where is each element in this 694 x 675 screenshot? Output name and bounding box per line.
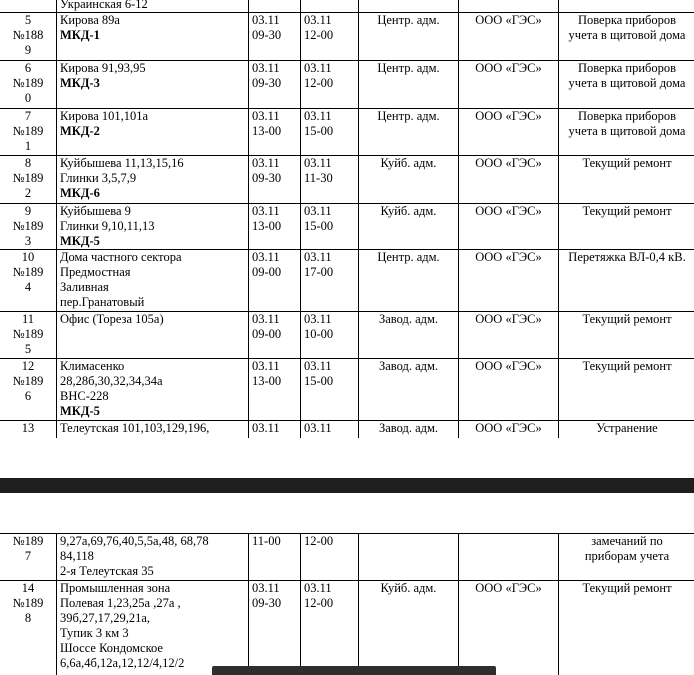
work-type-cell: [559, 250, 694, 312]
cell-line: приборам учета: [584, 549, 670, 563]
address-cell: [57, 312, 249, 359]
row-number-cell: [0, 359, 57, 421]
cell-line: 14: [21, 581, 35, 595]
organization-cell: ООО «ГЭС»: [459, 13, 559, 61]
cell-line: 12-00: [304, 28, 334, 42]
start-time-cell: [249, 109, 301, 156]
cell-line: 09-30: [252, 76, 282, 90]
cell-line: 03.11: [252, 109, 280, 123]
cell-line: 03.11: [252, 250, 280, 264]
table-row: [0, 359, 694, 421]
row-number-cell: [0, 312, 57, 359]
horizontal-scrollbar-thumb[interactable]: [212, 666, 496, 675]
cell-line: 5: [24, 13, 32, 27]
cell-line: 03.11: [252, 13, 280, 27]
start-time-cell: [249, 204, 301, 250]
district-cell: Центр. адм.: [359, 250, 459, 312]
cell-line: Офис (Тореза 105а): [60, 312, 164, 326]
cell-line: 28,28б,30,32,34,34а: [60, 374, 163, 388]
cell-line: Куйбышева 11,13,15,16: [60, 156, 184, 170]
start-time-cell: [249, 156, 301, 204]
table-row: [0, 421, 694, 439]
row-number-cell: [0, 0, 57, 13]
cell-line: 9,27а,69,76,40,5,5а,48, 68,78: [60, 534, 209, 548]
cell-line: 03.11: [252, 359, 280, 373]
organization-cell: ООО «ГЭС»: [459, 312, 559, 359]
district-cell: Центр. адм.: [359, 61, 459, 109]
start-time-cell: [249, 0, 301, 13]
cell-line: №189: [12, 327, 44, 341]
cell-line: 10-00: [304, 327, 334, 341]
cell-line: Текущий ремонт: [582, 204, 672, 218]
start-time-cell: [249, 312, 301, 359]
start-time-cell: [249, 534, 301, 581]
cell-line: 03.11: [304, 109, 332, 123]
table-row: [0, 61, 694, 109]
district-cell: Завод. адм.: [359, 312, 459, 359]
cell-line: Перетяжка ВЛ-0,4 кВ.: [568, 250, 686, 264]
cell-line: Климасенко: [60, 359, 125, 373]
cell-line: 39б,27,17,29,21а,: [60, 611, 151, 625]
table-row: [0, 312, 694, 359]
cell-line: Текущий ремонт: [582, 312, 672, 326]
district-cell: Куйб. адм.: [359, 204, 459, 250]
cell-line: 84,118: [60, 549, 94, 563]
cell-line: Куйбышева 9: [60, 204, 131, 218]
start-time-cell: [249, 581, 301, 675]
document-page-bottom: [0, 493, 694, 675]
cell-line: МКД-1: [60, 28, 100, 42]
cell-line: МКД-5: [60, 404, 100, 418]
page-separator: [0, 478, 694, 493]
cell-line: 13-00: [252, 374, 282, 388]
address-cell: [57, 534, 249, 581]
cell-line: 6,6а,4б,12а,12,12/4,12/2: [60, 656, 185, 670]
table-row: [0, 204, 694, 250]
district-cell: Центр. адм.: [359, 13, 459, 61]
cell-line: ВНС-228: [60, 389, 109, 403]
cell-line: Шоссе Кондомское: [60, 641, 163, 655]
cell-line: МКД-2: [60, 124, 100, 138]
work-type-cell: [559, 13, 694, 61]
end-time-cell: [301, 13, 359, 61]
cell-line: 10: [21, 250, 35, 264]
cell-line: 7: [24, 109, 32, 123]
row-number-cell: [0, 421, 57, 439]
cell-line: Полевая 1,23,25а ,27а ,: [60, 596, 181, 610]
address-cell: [57, 156, 249, 204]
work-type-cell: [559, 534, 694, 581]
organization-cell: ООО «ГЭС»: [459, 250, 559, 312]
district-cell: Куйб. адм.: [359, 156, 459, 204]
table-row: [0, 250, 694, 312]
cell-line: 03.11: [304, 61, 332, 75]
start-time-cell: [249, 13, 301, 61]
cell-line: Предмостная: [60, 265, 131, 279]
district-cell: Куйб. адм.: [359, 581, 459, 675]
end-time-cell: [301, 421, 359, 439]
end-time-cell: [301, 581, 359, 675]
cell-line: №189: [12, 596, 44, 610]
cell-line: Поверка приборов: [577, 13, 677, 27]
work-type-cell: [559, 109, 694, 156]
organization-cell: ООО «ГЭС»: [459, 109, 559, 156]
end-time-cell: [301, 250, 359, 312]
cell-line: Заливная: [60, 280, 109, 294]
cell-line: 0: [24, 91, 32, 105]
cell-line: 03.11: [304, 359, 332, 373]
work-type-cell: [559, 61, 694, 109]
cell-line: Текущий ремонт: [582, 581, 672, 595]
cell-line: 09-30: [252, 596, 282, 610]
cell-line: 3: [24, 234, 32, 248]
cell-line: 4: [24, 280, 32, 294]
cell-line: 03.11: [252, 312, 280, 326]
address-cell: [57, 61, 249, 109]
cell-line: 5: [24, 342, 32, 356]
end-time-cell: [301, 0, 359, 13]
cell-line: 11-00: [252, 534, 281, 548]
cell-line: 03.11: [304, 13, 332, 27]
district-cell: Завод. адм.: [359, 421, 459, 439]
cell-line: Украинская 6-12: [60, 0, 148, 11]
cell-line: Текущий ремонт: [582, 359, 672, 373]
cell-line: Кирова 91,93,95: [60, 61, 146, 75]
end-time-cell: [301, 534, 359, 581]
cell-line: 03.11: [304, 421, 332, 435]
row-number-cell: [0, 581, 57, 675]
cell-line: 6: [24, 389, 32, 403]
end-time-cell: [301, 204, 359, 250]
cell-line: пер.Гранатовый: [60, 295, 145, 309]
cell-line: Глинки 9,10,11,13: [60, 219, 155, 233]
cell-line: 9: [24, 43, 32, 57]
table-row: [0, 156, 694, 204]
cell-line: 6: [24, 61, 32, 75]
row-number-cell: [0, 109, 57, 156]
work-type-cell: [559, 359, 694, 421]
cell-line: учета в щитовой дома: [568, 28, 686, 42]
cell-line: 09-00: [252, 265, 282, 279]
cell-line: учета в щитовой дома: [568, 76, 686, 90]
cell-line: МКД-5: [60, 234, 100, 248]
organization-cell: ООО «ГЭС»: [459, 156, 559, 204]
organization-cell: ООО «ГЭС»: [459, 359, 559, 421]
end-time-cell: [301, 61, 359, 109]
address-cell: [57, 250, 249, 312]
cell-line: замечаний по: [591, 534, 663, 548]
cell-line: учета в щитовой дома: [568, 124, 686, 138]
cell-line: 03.11: [304, 156, 332, 170]
cell-line: МКД-3: [60, 76, 100, 90]
cell-line: 03.11: [252, 156, 280, 170]
organization-cell: [459, 0, 559, 13]
cell-line: №189: [12, 171, 44, 185]
cell-line: 9: [24, 204, 32, 218]
address-cell: [57, 581, 249, 675]
organization-cell: ООО «ГЭС»: [459, 204, 559, 250]
cell-line: Телеутская 101,103,129,196,: [60, 421, 210, 435]
cell-line: 15-00: [304, 124, 334, 138]
table-row: [0, 581, 694, 675]
cell-line: 15-00: [304, 374, 334, 388]
organization-cell: [459, 534, 559, 581]
cell-line: 8: [24, 611, 32, 625]
table-row: [0, 0, 694, 13]
cell-line: №189: [12, 124, 44, 138]
table-row: [0, 534, 694, 581]
table-row: [0, 109, 694, 156]
cell-line: Устранение: [596, 421, 658, 435]
cell-line: 1: [24, 139, 32, 153]
start-time-cell: [249, 61, 301, 109]
cell-line: 03.11: [304, 581, 332, 595]
cell-line: 12-00: [304, 596, 334, 610]
cell-line: 17-00: [304, 265, 334, 279]
address-cell: [57, 204, 249, 250]
cell-line: 09-30: [252, 28, 282, 42]
cell-line: 13-00: [252, 124, 282, 138]
cell-line: Текущий ремонт: [582, 156, 672, 170]
cell-line: 11: [21, 312, 35, 326]
cell-line: 03.11: [252, 581, 280, 595]
cell-line: №188: [12, 28, 44, 42]
row-number-cell: [0, 13, 57, 61]
cell-line: 13-00: [252, 219, 282, 233]
cell-line: №189: [12, 374, 44, 388]
cell-line: 7: [24, 549, 32, 563]
cell-line: 13: [21, 421, 35, 435]
cell-line: Кирова 101,101а: [60, 109, 149, 123]
row-number-cell: [0, 250, 57, 312]
cell-line: Кирова 89а: [60, 13, 120, 27]
cell-line: 8: [24, 156, 32, 170]
start-time-cell: [249, 250, 301, 312]
cell-line: 09-00: [252, 327, 282, 341]
cell-line: Глинки 3,5,7,9: [60, 171, 137, 185]
start-time-cell: [249, 421, 301, 439]
district-cell: [359, 0, 459, 13]
end-time-cell: [301, 109, 359, 156]
table-row: [0, 13, 694, 61]
address-cell: [57, 359, 249, 421]
row-number-cell: [0, 204, 57, 250]
cell-line: 03.11: [304, 204, 332, 218]
end-time-cell: [301, 359, 359, 421]
cell-line: №189: [12, 534, 44, 548]
district-cell: Завод. адм.: [359, 359, 459, 421]
cell-line: 12: [21, 359, 35, 373]
cell-line: 12-00: [304, 76, 334, 90]
district-cell: [359, 534, 459, 581]
row-number-cell: [0, 534, 57, 581]
cell-line: Поверка приборов: [577, 61, 677, 75]
cell-line: МКД-6: [60, 186, 100, 200]
cell-line: Дома частного сектора: [60, 250, 182, 264]
row-number-cell: [0, 156, 57, 204]
work-type-cell: [559, 421, 694, 439]
work-type-cell: [559, 581, 694, 675]
end-time-cell: [301, 156, 359, 204]
work-type-cell: [559, 0, 694, 13]
end-time-cell: [301, 312, 359, 359]
cell-line: 09-30: [252, 171, 282, 185]
cell-line: 03.11: [304, 312, 332, 326]
cell-line: 12-00: [304, 534, 334, 548]
outage-schedule-table-continued: [0, 533, 694, 675]
start-time-cell: [249, 359, 301, 421]
cell-line: №189: [12, 76, 44, 90]
work-type-cell: [559, 156, 694, 204]
cell-line: 2: [24, 186, 32, 200]
cell-line: 15-00: [304, 219, 334, 233]
work-type-cell: [559, 204, 694, 250]
address-cell: [57, 421, 249, 439]
organization-cell: ООО «ГЭС»: [459, 61, 559, 109]
cell-line: Промышленная зона: [60, 581, 171, 595]
cell-line: Поверка приборов: [577, 109, 677, 123]
cell-line: №189: [12, 265, 44, 279]
cell-line: 03.11: [252, 421, 280, 435]
cell-line: Тупик 3 км 3: [60, 626, 129, 640]
organization-cell: ООО «ГЭС»: [459, 581, 559, 675]
cell-line: 11-30: [304, 171, 333, 185]
work-type-cell: [559, 312, 694, 359]
cell-line: 03.11: [252, 204, 280, 218]
cell-line: 03.11: [252, 61, 280, 75]
district-cell: Центр. адм.: [359, 109, 459, 156]
address-cell: [57, 109, 249, 156]
cell-line: 2-я Телеутская 35: [60, 564, 154, 578]
address-cell: [57, 0, 249, 13]
organization-cell: ООО «ГЭС»: [459, 421, 559, 439]
address-cell: [57, 13, 249, 61]
cell-line: №189: [12, 219, 44, 233]
row-number-cell: [0, 61, 57, 109]
cell-line: 03.11: [304, 250, 332, 264]
